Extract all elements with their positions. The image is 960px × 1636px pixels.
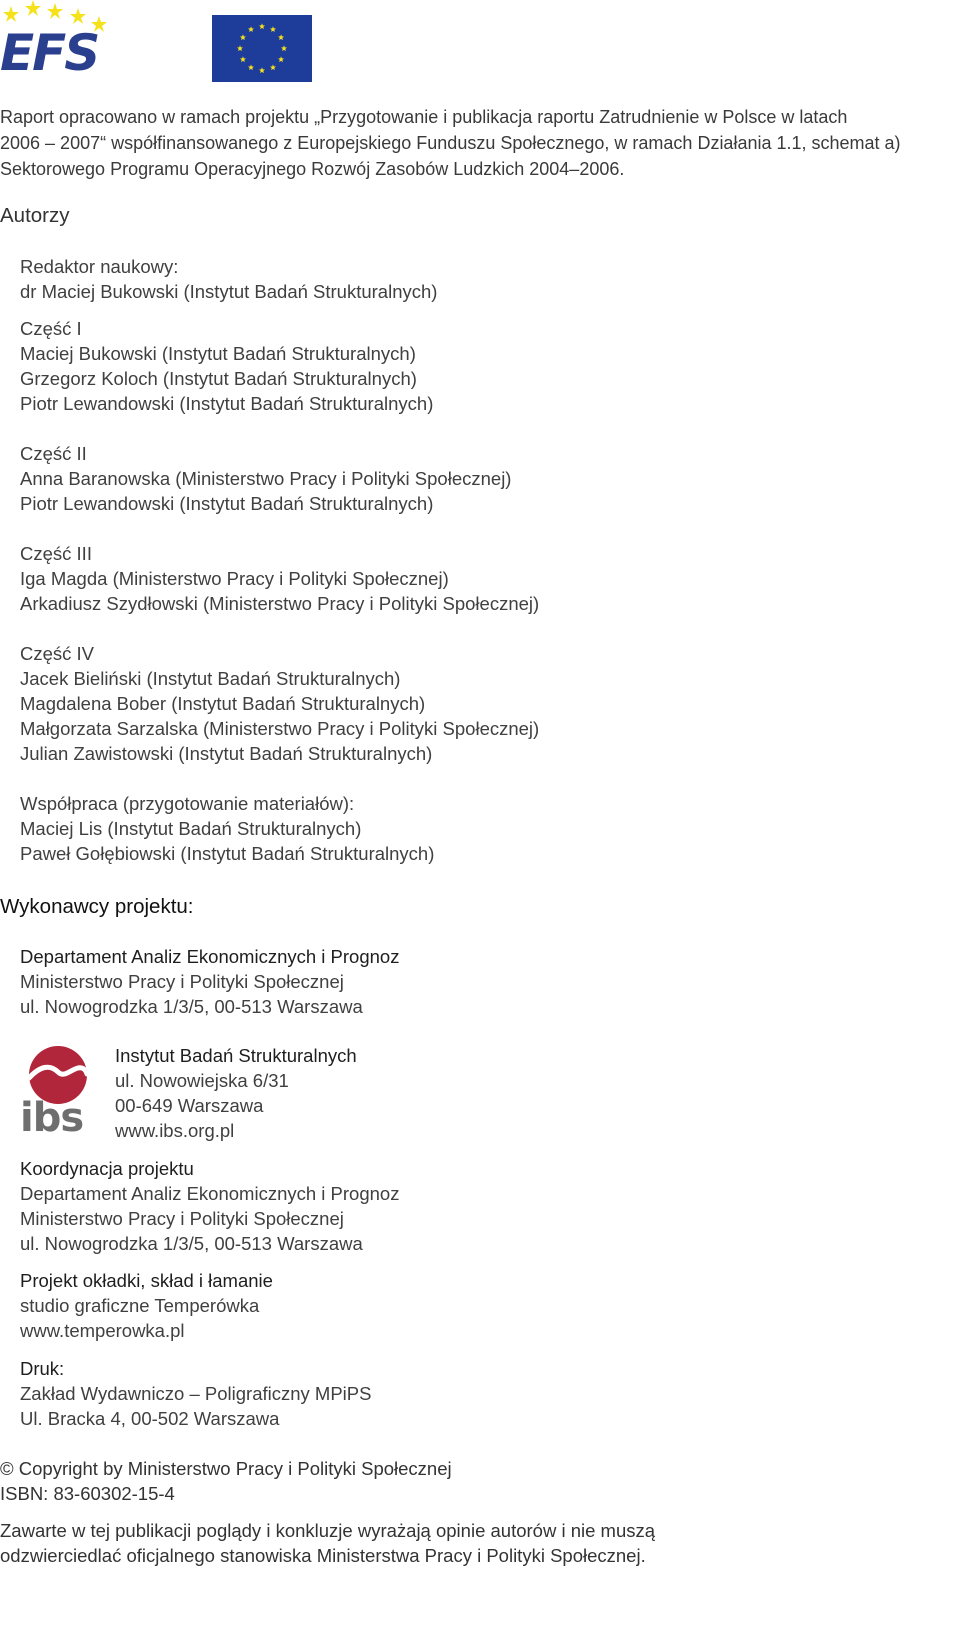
authors-heading: Autorzy — [0, 204, 70, 227]
print-label: Druk: — [20, 1358, 65, 1379]
eu-stars-icon — [212, 15, 312, 82]
part-title: Część IV — [20, 643, 95, 664]
contractors-heading: Wykonawcy projektu: — [0, 895, 194, 918]
cover-label: Projekt okładki, skład i łamanie — [20, 1270, 273, 1291]
cover-line: studio graficzne Temperówka — [20, 1295, 260, 1316]
eu-flag-icon — [212, 15, 312, 82]
eu-star-icon — [270, 64, 276, 70]
eu-star-icon — [248, 26, 254, 32]
eu-star-icon — [281, 45, 287, 51]
cooperation-label: Współpraca (przygotowanie materiałów): — [20, 793, 355, 814]
eu-star-icon — [259, 23, 265, 29]
ibs-street: ul. Nowowiejska 6/31 — [115, 1070, 289, 1091]
ibs-website: www.ibs.org.pl — [115, 1120, 235, 1141]
author-line: Małgorzata Sarzalska (Ministerstwo Pracy i Polityki Społecznej) — [20, 718, 540, 739]
author-line: Jacek Bieliński (Instytut Badań Strukturalnych) — [20, 668, 401, 689]
coordination-line: ul. Nowogrodzka 1/3/5, 00-513 Warszawa — [20, 1233, 363, 1254]
print-line: Zakład Wydawniczo – Poligraficzny MPiPS — [20, 1383, 372, 1404]
cover-line: www.temperowka.pl — [20, 1320, 185, 1341]
coordination-line: Departament Analiz Ekonomicznych i Prognoz — [20, 1183, 400, 1204]
ibs-logo-text: ibs — [20, 1095, 84, 1141]
ibs-logo — [20, 1044, 96, 1140]
eu-star-icon — [248, 64, 254, 70]
intro-paragraph — [0, 104, 960, 182]
dept-address: ul. Nowogrodzka 1/3/5, 00-513 Warszawa — [20, 996, 363, 1017]
editor-name: dr Maciej Bukowski (Instytut Badań Strukturalnych) — [20, 281, 438, 302]
author-line: Piotr Lewandowski (Instytut Badań Strukturalnych) — [20, 493, 434, 514]
intro-line: Sektorowego Programu Operacyjnego Rozwój Zasobów Ludzkich 2004–2006. — [0, 159, 625, 179]
efs-logo — [0, 0, 112, 84]
eu-star-icon — [270, 26, 276, 32]
eu-star-icon — [278, 56, 284, 62]
author-line: Maciej Bukowski (Instytut Badań Strukturalnych) — [20, 343, 416, 364]
efs-logo-text: EFS — [0, 24, 99, 82]
cooperation-line: Paweł Gołębiowski (Instytut Badań Strukturalnych) — [20, 843, 435, 864]
coordination-line: Ministerstwo Pracy i Polityki Społecznej — [20, 1208, 344, 1229]
part-title: Część I — [20, 318, 82, 339]
eu-star-icon — [278, 34, 284, 40]
author-line: Julian Zawistowski (Instytut Badań Strukturalnych) — [20, 743, 433, 764]
author-line: Piotr Lewandowski (Instytut Badań Strukturalnych) — [20, 393, 434, 414]
isbn: ISBN: 83-60302-15-4 — [0, 1483, 175, 1504]
author-line: Magdalena Bober (Instytut Badań Strukturalnych) — [20, 693, 426, 714]
ibs-name: Instytut Badań Strukturalnych — [115, 1045, 357, 1066]
intro-line: Raport opracowano w ramach projektu „Przygotowanie i publikacja raportu Zatrudnienie w Polsce w latach — [0, 107, 848, 127]
print-line: Ul. Bracka 4, 00-502 Warszawa — [20, 1408, 280, 1429]
disclaimer-line: Zawarte w tej publikacji poglądy i konkluzje wyrażają opinie autorów i nie muszą — [0, 1520, 656, 1541]
author-line: Grzegorz Koloch (Instytut Badań Strukturalnych) — [20, 368, 417, 389]
editor-label: Redaktor naukowy: — [20, 256, 179, 277]
eu-star-icon — [240, 56, 246, 62]
author-line: Arkadiusz Szydłowski (Ministerstwo Pracy i Polityki Społecznej) — [20, 593, 540, 614]
dept-name: Departament Analiz Ekonomicznych i Prognoz — [20, 946, 400, 967]
eu-star-icon — [237, 45, 243, 51]
author-line: Anna Baranowska (Ministerstwo Pracy i Polityki Społecznej) — [20, 468, 512, 489]
author-line: Iga Magda (Ministerstwo Pracy i Polityki Społecznej) — [20, 568, 449, 589]
eu-star-icon — [240, 34, 246, 40]
eu-star-icon — [259, 67, 265, 73]
coordination-label: Koordynacja projektu — [20, 1158, 194, 1179]
cooperation-line: Maciej Lis (Instytut Badań Strukturalnych) — [20, 818, 362, 839]
intro-line: 2006 – 2007“ współfinansowanego z Europejskiego Funduszu Społecznego, w ramach Działania 1.1, schemat a) — [0, 133, 901, 153]
part-title: Część III — [20, 543, 92, 564]
ibs-city: 00-649 Warszawa — [115, 1095, 264, 1116]
copyright: © Copyright by Ministerstwo Pracy i Polityki Społecznej — [0, 1458, 452, 1479]
dept-ministry: Ministerstwo Pracy i Polityki Społecznej — [20, 971, 344, 992]
disclaimer-line: odzwierciedlać oficjalnego stanowiska Ministerstwa Pracy i Polityki Społecznej. — [0, 1545, 646, 1566]
part-title: Część II — [20, 443, 87, 464]
